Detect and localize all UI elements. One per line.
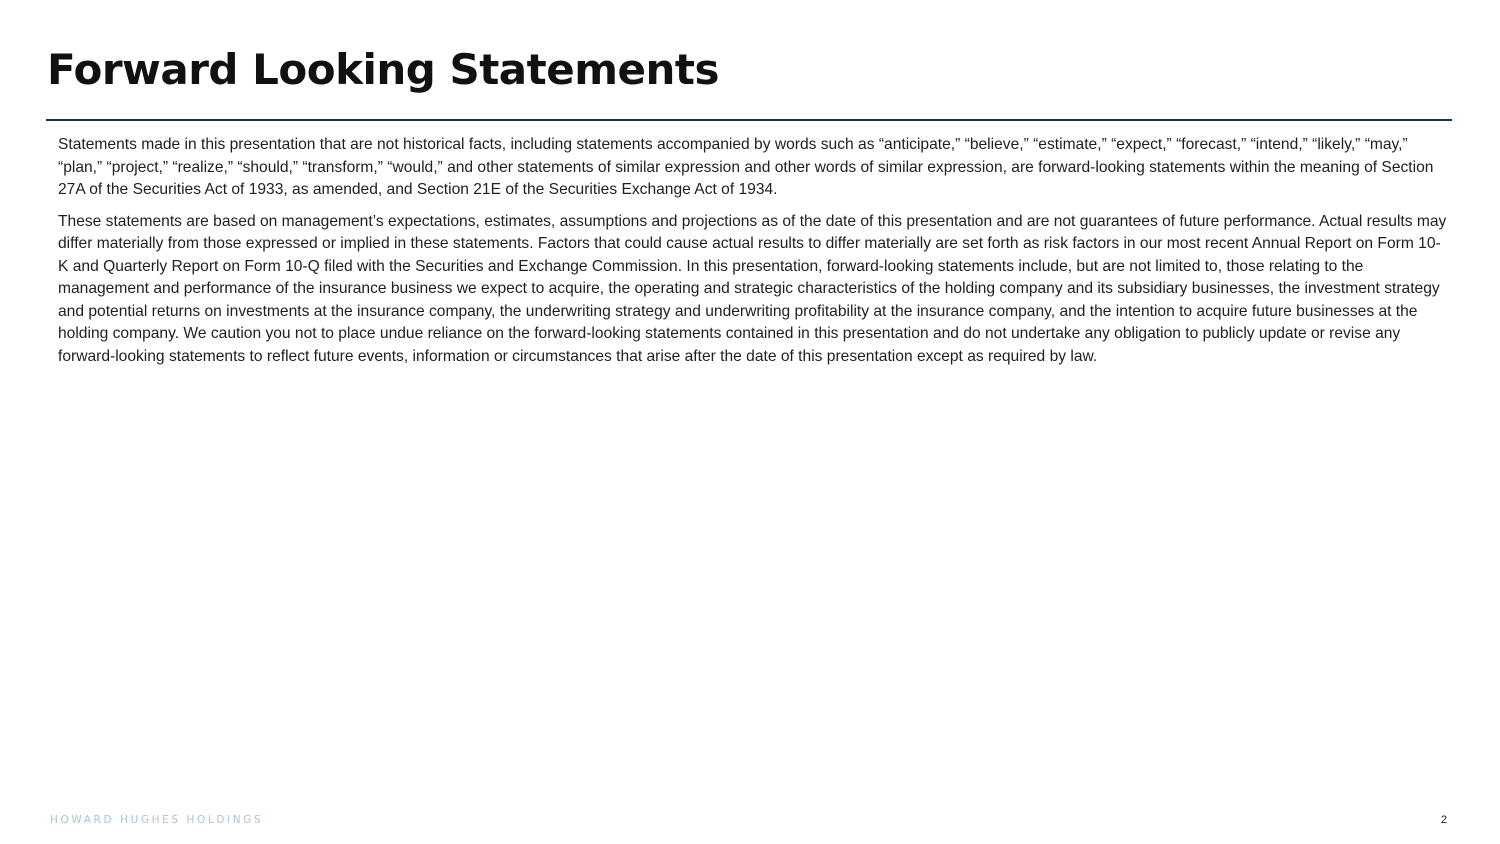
body-text xyxy=(58,134,1448,377)
page-title: Forward Looking Statements xyxy=(47,45,719,94)
page-number: 2 xyxy=(1440,814,1447,826)
title-divider xyxy=(46,119,1452,121)
footer-brand: HOWARD HUGHES HOLDINGS xyxy=(50,814,264,826)
paragraph-1: Statements made in this presentation that are not historical facts, including statements accompanied by words such as “anticipate,” “believe,” “estimate,” “expect,” “forecast,” “intend,” “likely,” “may,” “plan,” “project,” “realize,” “should,” “transform,” “would,” and other statements of similar expression and other words of similar expression, are forward-looking statements within the meaning of Section 27A of the Securities Act of 1933, as amended, and Section 21E of the Securities Exchange Act of 1934. xyxy=(58,136,1434,198)
paragraph-2: These statements are based on management’s expectations, estimates, assumptions and projections as of the date of this presentation and are not guarantees of future performance. Actual results may differ materially from those expressed or implied in these statements. Factors that could cause actual results to differ materially are set forth as risk factors in our most recent Annual Report on Form 10-K and Quarterly Report on Form 10-Q filed with the Securities and Exchange Commission. In this presentation, forward-looking statements include, but are not limited to, those relating to the management and performance of the insurance business we expect to acquire, the operating and strategic characteristics of the holding company and its subsidiary businesses, the investment strategy and potential returns on investments at the insurance company, the underwriting strategy and underwriting profitability at the insurance company, and the intention to acquire future businesses at the holding company. We caution you not to place undue reliance on the forward-looking statements contained in this presentation and do not undertake any obligation to publicly update or revise any forward-looking statements to reflect future events, information or circumstances that arise after the date of this presentation except as required by law. xyxy=(58,212,1447,365)
